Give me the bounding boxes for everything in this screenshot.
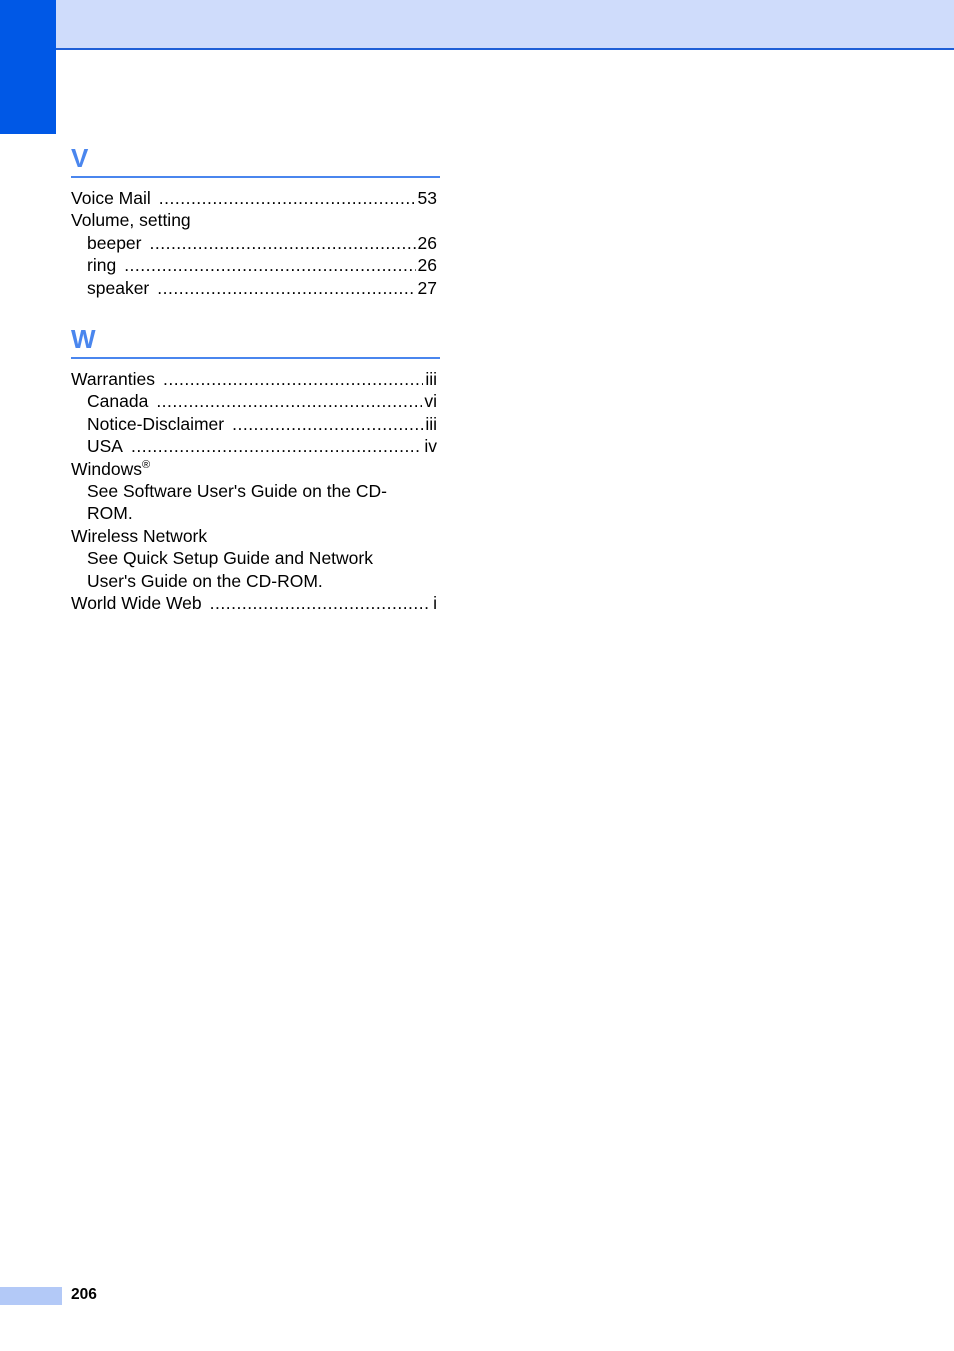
dot-leader (163, 368, 423, 390)
index-subentry-beeper[interactable] (71, 232, 437, 254)
dot-leader (156, 390, 422, 412)
dot-leader (124, 254, 415, 276)
entry-term: Notice-Disclaimer (87, 413, 225, 434)
index-subentry-notice-disclaimer[interactable] (71, 413, 437, 435)
entry-term: speaker (87, 277, 150, 298)
entry-term: Voice Mail (71, 188, 151, 208)
entry-page-link[interactable]: iv (424, 436, 437, 457)
index-entry-voice-mail[interactable] (71, 187, 437, 209)
page-number-tab (0, 1287, 62, 1305)
entry-page-link[interactable]: 26 (417, 232, 437, 253)
dot-leader (210, 592, 431, 614)
index-subentry-canada[interactable] (71, 390, 437, 412)
entry-page-link[interactable]: 27 (417, 277, 437, 298)
see-also-note-wireless-network: See Quick Setup Guide and Network User's Guide on the CD-ROM. (87, 548, 373, 591)
entry-page-link[interactable]: vi (424, 391, 437, 412)
chapter-tab (0, 0, 56, 134)
entry-term: beeper (87, 232, 142, 253)
dot-leader (159, 187, 416, 209)
index-column (71, 140, 440, 614)
dot-leader (157, 277, 415, 299)
dot-leader (232, 413, 423, 435)
entry-page-link[interactable]: 53 (417, 188, 437, 208)
see-also-note-windows: See Software User's Guide on the CD-ROM. (87, 480, 388, 524)
index-entry-wireless-network (71, 525, 437, 547)
entry-page-link[interactable]: 26 (417, 255, 437, 276)
dot-leader (150, 232, 416, 254)
entry-term: USA (87, 436, 123, 457)
index-section-v (71, 140, 440, 299)
index-entry-world-wide-web[interactable] (71, 592, 437, 614)
entry-term-text: Windows (71, 458, 142, 479)
entry-term: ring (87, 255, 117, 276)
dot-leader (131, 435, 422, 457)
index-entry-windows (71, 458, 437, 480)
header-band (55, 0, 954, 50)
entry-term: Warranties (71, 368, 155, 389)
entry-term: Canada (87, 391, 149, 412)
index-section-w (71, 321, 440, 614)
entry-term: Wireless Network (71, 525, 208, 546)
index-entry-warranties[interactable] (71, 368, 437, 390)
entry-page-link[interactable]: iii (425, 413, 437, 434)
index-subentry-usa[interactable] (71, 435, 437, 457)
index-subentry-speaker[interactable] (71, 277, 437, 299)
entry-page-link[interactable]: i (433, 592, 437, 613)
index-entry-volume-setting (71, 209, 437, 231)
entry-term: Volume, setting (71, 210, 191, 231)
index-subentry-ring[interactable] (71, 254, 437, 276)
section-heading-w: W (71, 321, 440, 359)
section-heading-v: V (71, 140, 440, 178)
page-number: 206 (71, 1286, 97, 1303)
entry-term: World Wide Web (71, 592, 202, 613)
entry-term (71, 458, 150, 480)
entry-page-link[interactable]: iii (425, 368, 437, 389)
registered-mark: ® (142, 458, 151, 471)
